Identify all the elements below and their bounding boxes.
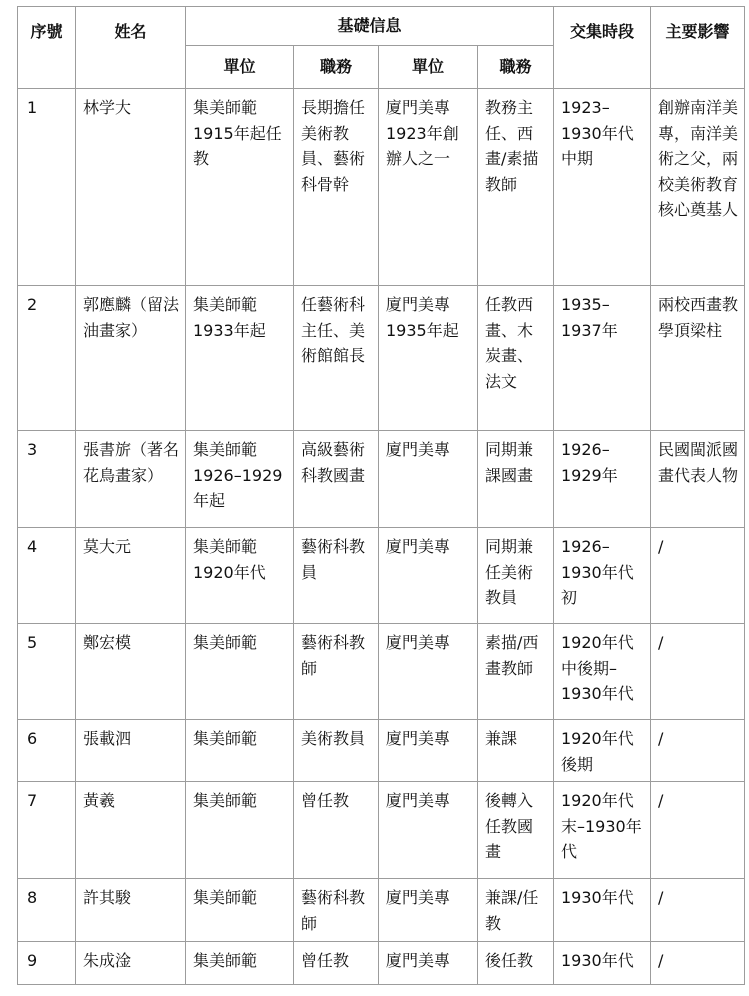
table-row — [18, 720, 745, 782]
cell-name: 林学大 — [76, 89, 186, 286]
cell-unit-2: 廈門美專 — [379, 879, 478, 942]
cell-seq: 2 — [18, 286, 76, 431]
cell-period: 1926–1929年 — [554, 431, 651, 528]
table-row — [18, 528, 745, 624]
cell-name: 張載泗 — [76, 720, 186, 782]
cell-unit-1: 集美師範 — [186, 624, 294, 720]
cell-name: 鄭宏模 — [76, 624, 186, 720]
cell-role-1: 藝術科教師 — [294, 624, 379, 720]
cell-role-2: 後轉入任教國畫 — [478, 782, 554, 879]
cell-role-2: 兼課/任教 — [478, 879, 554, 942]
cell-unit-2: 廈門美專 — [379, 942, 478, 985]
cell-seq: 3 — [18, 431, 76, 528]
cell-period: 1930年代 — [554, 879, 651, 942]
cell-period: 1926–1930年代初 — [554, 528, 651, 624]
cell-seq: 4 — [18, 528, 76, 624]
header-basic-info: 基礎信息 — [186, 7, 554, 46]
cell-unit-1: 集美師範 — [186, 942, 294, 985]
cell-period: 1935–1937年 — [554, 286, 651, 431]
cell-role-2: 素描/西畫教師 — [478, 624, 554, 720]
cell-influence: / — [651, 942, 745, 985]
cell-influence: 兩校西畫教學頂梁柱 — [651, 286, 745, 431]
header-seq: 序號 — [18, 7, 76, 89]
table-row — [18, 431, 745, 528]
cell-role-1: 藝術科教員 — [294, 528, 379, 624]
cell-unit-1: 集美師範 — [186, 782, 294, 879]
cell-role-1: 藝術科教師 — [294, 879, 379, 942]
cell-unit-1: 集美師範 — [186, 879, 294, 942]
cell-unit-1: 集美師範1926–1929年起 — [186, 431, 294, 528]
cell-role-2: 任教西畫、木炭畫、法文 — [478, 286, 554, 431]
cell-influence: / — [651, 528, 745, 624]
header-unit-2: 單位 — [379, 46, 478, 89]
cell-influence: / — [651, 624, 745, 720]
cell-influence: 創辦南洋美專，南洋美術之父，兩校美術教育核心奠基人 — [651, 89, 745, 286]
cell-role-2: 後任教 — [478, 942, 554, 985]
header-role-1: 職務 — [294, 46, 379, 89]
cell-unit-2: 廈門美專 — [379, 624, 478, 720]
cell-seq: 6 — [18, 720, 76, 782]
table-row — [18, 624, 745, 720]
cell-period: 1930年代 — [554, 942, 651, 985]
cell-name: 莫大元 — [76, 528, 186, 624]
table-row — [18, 942, 745, 985]
table-row — [18, 286, 745, 431]
cell-seq: 5 — [18, 624, 76, 720]
cell-unit-2: 廈門美專 — [379, 528, 478, 624]
header-influence: 主要影響 — [651, 7, 745, 89]
cell-role-2: 同期兼任美術教員 — [478, 528, 554, 624]
header-unit-1: 單位 — [186, 46, 294, 89]
cell-influence: / — [651, 782, 745, 879]
cell-role-2: 教務主任、西畫/素描教師 — [478, 89, 554, 286]
cell-influence: / — [651, 720, 745, 782]
cell-period: 1920年代末–1930年代 — [554, 782, 651, 879]
cell-unit-2: 廈門美專 — [379, 431, 478, 528]
table-body — [18, 89, 745, 985]
table-row — [18, 879, 745, 942]
cell-role-1: 任藝術科主任、美術館館長 — [294, 286, 379, 431]
cell-unit-2: 廈門美專1935年起 — [379, 286, 478, 431]
cell-unit-1: 集美師範1920年代 — [186, 528, 294, 624]
cell-role-1: 長期擔任美術教員、藝術科骨幹 — [294, 89, 379, 286]
cell-role-1: 曾任教 — [294, 782, 379, 879]
cell-unit-2: 廈門美專 — [379, 720, 478, 782]
cell-role-1: 曾任教 — [294, 942, 379, 985]
cell-role-2: 同期兼課國畫 — [478, 431, 554, 528]
cell-unit-1: 集美師範 — [186, 720, 294, 782]
cell-unit-2: 廈門美專1923年創辦人之一 — [379, 89, 478, 286]
header-name: 姓名 — [76, 7, 186, 89]
cell-seq: 8 — [18, 879, 76, 942]
cell-seq: 1 — [18, 89, 76, 286]
cell-name: 黃羲 — [76, 782, 186, 879]
cell-period: 1923–1930年代中期 — [554, 89, 651, 286]
cell-unit-1: 集美師範1933年起 — [186, 286, 294, 431]
cell-influence: / — [651, 879, 745, 942]
cell-name: 許其駿 — [76, 879, 186, 942]
table-row — [18, 89, 745, 286]
cell-role-2: 兼課 — [478, 720, 554, 782]
header-period: 交集時段 — [554, 7, 651, 89]
cell-unit-2: 廈門美專 — [379, 782, 478, 879]
cell-period: 1920年代中後期–1930年代 — [554, 624, 651, 720]
header-role-2: 職務 — [478, 46, 554, 89]
cell-seq: 9 — [18, 942, 76, 985]
teachers-table — [17, 6, 745, 985]
cell-name: 張書旂（著名花鳥畫家） — [76, 431, 186, 528]
cell-name: 朱成淦 — [76, 942, 186, 985]
cell-role-1: 高級藝術科教國畫 — [294, 431, 379, 528]
cell-role-1: 美術教員 — [294, 720, 379, 782]
cell-name: 郭應麟（留法油畫家） — [76, 286, 186, 431]
table-row — [18, 782, 745, 879]
cell-influence: 民國閩派國畫代表人物 — [651, 431, 745, 528]
cell-period: 1920年代後期 — [554, 720, 651, 782]
cell-seq: 7 — [18, 782, 76, 879]
cell-unit-1: 集美師範1915年起任教 — [186, 89, 294, 286]
